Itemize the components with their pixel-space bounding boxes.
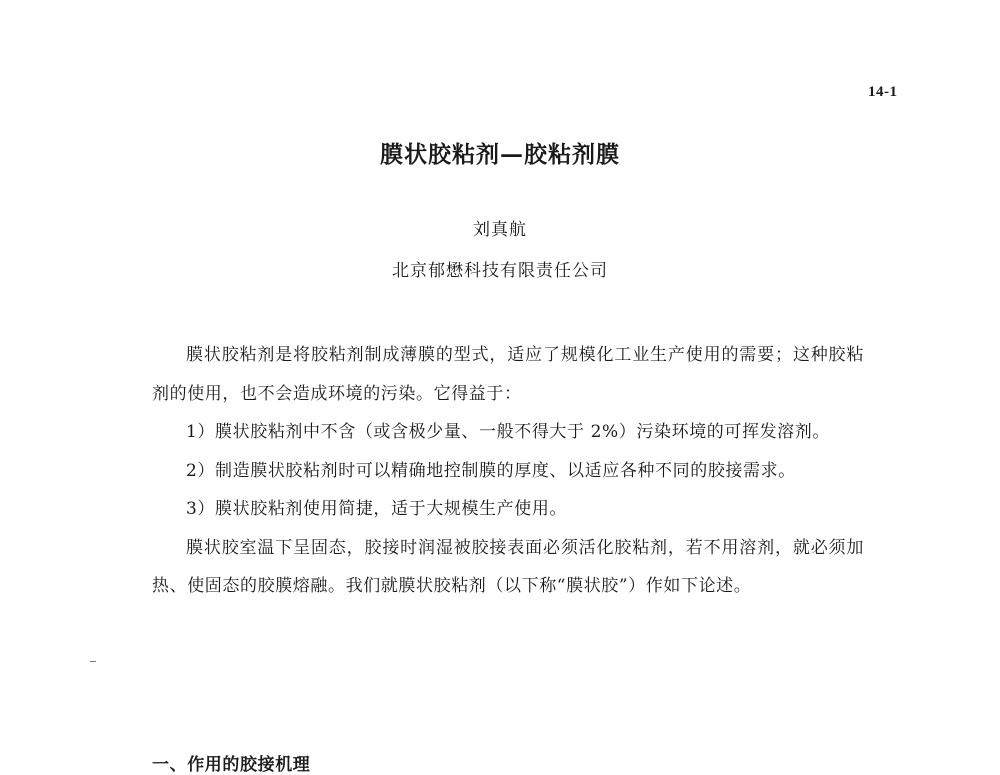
margin-mark	[90, 661, 96, 662]
section-heading: 一、作用的胶接机理	[152, 755, 311, 775]
paragraph-point-1: 1）膜状胶粘剂中不含（或含极少量、一般不得大于 2%）污染环境的可挥发溶剂。	[186, 422, 830, 442]
paragraph-point-2: 2）制造膜状胶粘剂时可以精确地控制膜的厚度、以适应各种不同的胶接需求。	[186, 460, 796, 481]
author-affiliation: 北京郁懋科技有限责任公司	[392, 261, 608, 281]
paragraph-description: 膜状胶室温下呈固态，胶接时润湿被胶接表面必须活化胶粘剂，若不用溶剂，就必须加热、使固态的胶膜熔融。我们就膜状胶粘剂（以下称“膜状胶”）作如下论述。	[152, 537, 864, 596]
paper-title: 膜状胶粘剂—胶粘剂膜	[380, 141, 620, 168]
paragraph-point-3: 3）膜状胶粘剂使用简捷，适于大规模生产使用。	[186, 499, 568, 519]
author-name: 刘真航	[473, 220, 527, 240]
paragraph-intro: 膜状胶粘剂是将胶粘剂制成薄膜的型式，适应了规模化工业生产使用的需要；这种胶粘剂的使用，也不会造成环境的污染。它得益于：	[152, 345, 864, 404]
page-number: 14-1	[868, 84, 898, 100]
body-text	[152, 336, 864, 606]
